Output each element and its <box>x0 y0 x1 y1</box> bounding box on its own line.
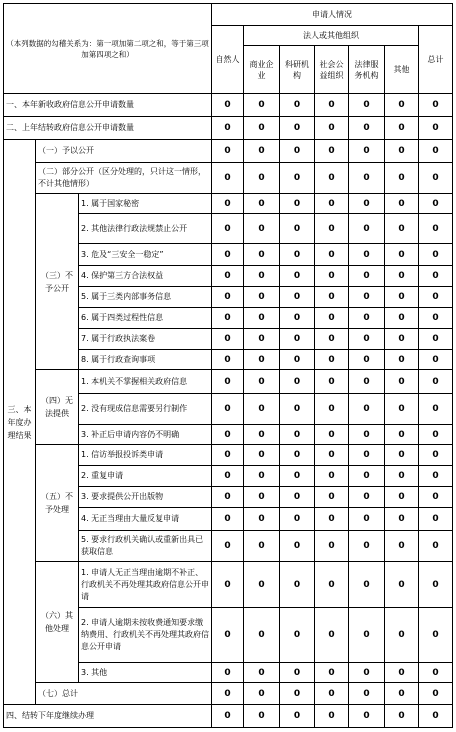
value-cell: 0 <box>244 683 280 705</box>
value-cell: 0 <box>315 140 349 163</box>
value-cell: 0 <box>280 350 315 370</box>
value-cell: 0 <box>212 562 244 608</box>
value-cell: 0 <box>349 287 385 308</box>
category-label-unable-to-provide: （四）无法提供 <box>36 370 79 445</box>
value-cell: 0 <box>244 163 280 194</box>
value-cell: 0 <box>419 370 453 394</box>
value-cell: 0 <box>212 266 244 287</box>
value-cell: 0 <box>419 608 453 663</box>
value-cell: 0 <box>419 445 453 466</box>
value-cell: 0 <box>280 562 315 608</box>
table-row <box>4 683 453 705</box>
value-cell: 0 <box>212 194 244 214</box>
value-cell: 0 <box>419 214 453 244</box>
value-cell: 0 <box>244 329 280 350</box>
value-cell: 0 <box>212 445 244 466</box>
value-cell: 0 <box>244 466 280 487</box>
applicant-situation-header: 申请人情况 <box>212 4 453 26</box>
value-cell: 0 <box>349 329 385 350</box>
header-row-1 <box>4 4 453 26</box>
value-cell: 0 <box>212 394 244 425</box>
value-cell: 0 <box>315 163 349 194</box>
value-cell: 0 <box>385 94 419 117</box>
value-cell: 0 <box>419 466 453 487</box>
value-cell: 0 <box>385 350 419 370</box>
value-cell: 0 <box>385 214 419 244</box>
value-cell: 0 <box>419 705 453 728</box>
value-cell: 0 <box>212 214 244 244</box>
table-row <box>4 94 453 117</box>
value-cell: 0 <box>315 466 349 487</box>
section-label-results: 三、本年度办理结果 <box>4 140 36 705</box>
value-cell: 0 <box>244 287 280 308</box>
value-cell: 0 <box>315 266 349 287</box>
value-cell: 0 <box>419 287 453 308</box>
value-cell: 0 <box>244 370 280 394</box>
value-cell: 0 <box>280 683 315 705</box>
value-cell: 0 <box>385 308 419 329</box>
value-cell: 0 <box>349 163 385 194</box>
value-cell: 0 <box>315 663 349 683</box>
value-cell: 0 <box>419 487 453 508</box>
value-cell: 0 <box>315 214 349 244</box>
value-cell: 0 <box>212 466 244 487</box>
value-cell: 0 <box>315 287 349 308</box>
value-cell: 0 <box>315 445 349 466</box>
value-cell: 0 <box>244 425 280 445</box>
value-cell: 0 <box>385 663 419 683</box>
table-row <box>4 194 453 214</box>
value-cell: 0 <box>280 608 315 663</box>
value-cell: 0 <box>385 244 419 266</box>
value-cell: 0 <box>385 445 419 466</box>
row-label-item: 2. 重复申请 <box>79 466 212 487</box>
value-cell: 0 <box>315 508 349 531</box>
value-cell: 0 <box>349 194 385 214</box>
table-row <box>4 370 453 394</box>
row-label-new-applications: 一、本年新收政府信息公开申请数量 <box>4 94 212 117</box>
row-label-subtotal: （七）总计 <box>36 683 212 705</box>
row-label-item: 4. 无正当理由大量反复申请 <box>79 508 212 531</box>
value-cell: 0 <box>419 140 453 163</box>
value-cell: 0 <box>280 394 315 425</box>
value-cell: 0 <box>385 683 419 705</box>
value-cell: 0 <box>349 705 385 728</box>
row-label-item: 3. 要求提供公开出版物 <box>79 487 212 508</box>
value-cell: 0 <box>349 266 385 287</box>
value-cell: 0 <box>315 94 349 117</box>
value-cell: 0 <box>315 705 349 728</box>
value-cell: 0 <box>212 531 244 562</box>
value-cell: 0 <box>280 487 315 508</box>
value-cell: 0 <box>212 329 244 350</box>
value-cell: 0 <box>212 425 244 445</box>
value-cell: 0 <box>280 663 315 683</box>
value-cell: 0 <box>280 163 315 194</box>
value-cell: 0 <box>244 705 280 728</box>
row-label-item: 2. 其他法律行政法规禁止公开 <box>79 214 212 244</box>
value-cell: 0 <box>349 350 385 370</box>
value-cell: 0 <box>244 117 280 140</box>
value-cell: 0 <box>315 487 349 508</box>
table-row <box>4 705 453 728</box>
value-cell: 0 <box>419 663 453 683</box>
row-label-item: 4. 保护第三方合法权益 <box>79 266 212 287</box>
value-cell: 0 <box>315 350 349 370</box>
value-cell: 0 <box>280 266 315 287</box>
value-cell: 0 <box>212 163 244 194</box>
category-label-not-processed: （五）不予处理 <box>36 445 79 562</box>
value-cell: 0 <box>315 531 349 562</box>
value-cell: 0 <box>280 287 315 308</box>
value-cell: 0 <box>349 487 385 508</box>
row-label-item: 8. 属于行政查询事项 <box>79 350 212 370</box>
value-cell: 0 <box>315 425 349 445</box>
category-label-other-handling: （六）其他处理 <box>36 562 79 683</box>
row-label-partially-disclosed: （二）部分公开（区分处理的，只计这一情形，不计其他情形） <box>36 163 212 194</box>
value-cell: 0 <box>349 394 385 425</box>
value-cell: 0 <box>419 117 453 140</box>
value-cell: 0 <box>419 94 453 117</box>
value-cell: 0 <box>244 445 280 466</box>
value-cell: 0 <box>244 608 280 663</box>
value-cell: 0 <box>244 308 280 329</box>
value-cell: 0 <box>244 214 280 244</box>
value-cell: 0 <box>349 683 385 705</box>
value-cell: 0 <box>349 508 385 531</box>
table-row <box>4 117 453 140</box>
value-cell: 0 <box>244 244 280 266</box>
value-cell: 0 <box>212 683 244 705</box>
value-cell: 0 <box>244 266 280 287</box>
row-label-item: 5. 属于三类内部事务信息 <box>79 287 212 308</box>
value-cell: 0 <box>385 562 419 608</box>
legal-service-header: 法律服务机构 <box>349 46 385 94</box>
row-label-item: 6. 属于四类过程性信息 <box>79 308 212 329</box>
value-cell: 0 <box>385 394 419 425</box>
value-cell: 0 <box>212 94 244 117</box>
value-cell: 0 <box>280 117 315 140</box>
gov-info-disclosure-table <box>3 3 453 728</box>
value-cell: 0 <box>315 608 349 663</box>
value-cell: 0 <box>315 370 349 394</box>
value-cell: 0 <box>315 194 349 214</box>
table-row <box>4 445 453 466</box>
row-label-carried-over: 二、上年结转政府信息公开申请数量 <box>4 117 212 140</box>
table-row <box>4 163 453 194</box>
row-label-item: 1. 申请人无正当理由逾期不补正、行政机关不再处理其政府信息公开申请 <box>79 562 212 608</box>
value-cell: 0 <box>212 663 244 683</box>
table-row <box>4 140 453 163</box>
value-cell: 0 <box>280 531 315 562</box>
value-cell: 0 <box>349 308 385 329</box>
value-cell: 0 <box>315 683 349 705</box>
row-label-item: 7. 属于行政执法案卷 <box>79 329 212 350</box>
value-cell: 0 <box>212 308 244 329</box>
value-cell: 0 <box>419 562 453 608</box>
value-cell: 0 <box>349 140 385 163</box>
value-cell: 0 <box>349 608 385 663</box>
value-cell: 0 <box>349 466 385 487</box>
value-cell: 0 <box>280 425 315 445</box>
value-cell: 0 <box>244 350 280 370</box>
value-cell: 0 <box>385 140 419 163</box>
value-cell: 0 <box>349 663 385 683</box>
value-cell: 0 <box>280 370 315 394</box>
value-cell: 0 <box>280 140 315 163</box>
value-cell: 0 <box>385 163 419 194</box>
row-label-item: 1. 信访举报投诉类申请 <box>79 445 212 466</box>
research-header: 科研机构 <box>280 46 315 94</box>
value-cell: 0 <box>244 94 280 117</box>
value-cell: 0 <box>280 94 315 117</box>
value-cell: 0 <box>244 663 280 683</box>
value-cell: 0 <box>315 329 349 350</box>
value-cell: 0 <box>212 487 244 508</box>
value-cell: 0 <box>280 466 315 487</box>
value-cell: 0 <box>244 140 280 163</box>
value-cell: 0 <box>385 487 419 508</box>
value-cell: 0 <box>315 394 349 425</box>
value-cell: 0 <box>419 683 453 705</box>
value-cell: 0 <box>315 117 349 140</box>
value-cell: 0 <box>419 425 453 445</box>
value-cell: 0 <box>419 508 453 531</box>
value-cell: 0 <box>385 194 419 214</box>
value-cell: 0 <box>349 94 385 117</box>
value-cell: 0 <box>212 608 244 663</box>
row-label-item: 2. 申请人逾期未按收费通知要求缴纳费用、行政机关不再处理其政府信息公开申请 <box>79 608 212 663</box>
value-cell: 0 <box>349 370 385 394</box>
value-cell: 0 <box>315 244 349 266</box>
value-cell: 0 <box>385 117 419 140</box>
value-cell: 0 <box>315 308 349 329</box>
value-cell: 0 <box>419 350 453 370</box>
value-cell: 0 <box>349 445 385 466</box>
value-cell: 0 <box>419 163 453 194</box>
value-cell: 0 <box>212 350 244 370</box>
value-cell: 0 <box>419 308 453 329</box>
value-cell: 0 <box>385 266 419 287</box>
value-cell: 0 <box>212 140 244 163</box>
value-cell: 0 <box>212 508 244 531</box>
social-welfare-header: 社会公益组织 <box>315 46 349 94</box>
value-cell: 0 <box>244 487 280 508</box>
value-cell: 0 <box>212 705 244 728</box>
value-cell: 0 <box>280 508 315 531</box>
value-cell: 0 <box>280 705 315 728</box>
note-cell: （本列数据的勾稽关系为：第一项加第二项之和，等于第三项加第四项之和） <box>4 4 212 94</box>
value-cell: 0 <box>280 308 315 329</box>
value-cell: 0 <box>212 287 244 308</box>
value-cell: 0 <box>280 445 315 466</box>
value-cell: 0 <box>280 329 315 350</box>
value-cell: 0 <box>349 214 385 244</box>
row-label-item: 3. 其他 <box>79 663 212 683</box>
row-label-carry-forward: 四、结转下年度继续办理 <box>4 705 212 728</box>
value-cell: 0 <box>349 531 385 562</box>
value-cell: 0 <box>349 425 385 445</box>
row-label-item: 3. 补正后申请内容仍不明确 <box>79 425 212 445</box>
value-cell: 0 <box>349 244 385 266</box>
value-cell: 0 <box>385 705 419 728</box>
value-cell: 0 <box>419 531 453 562</box>
table-row <box>4 562 453 608</box>
value-cell: 0 <box>385 508 419 531</box>
value-cell: 0 <box>349 117 385 140</box>
value-cell: 0 <box>419 394 453 425</box>
value-cell: 0 <box>419 244 453 266</box>
value-cell: 0 <box>385 287 419 308</box>
value-cell: 0 <box>385 329 419 350</box>
value-cell: 0 <box>280 194 315 214</box>
value-cell: 0 <box>244 508 280 531</box>
value-cell: 0 <box>212 244 244 266</box>
value-cell: 0 <box>244 394 280 425</box>
category-label-not-disclosed: （三）不予公开 <box>36 194 79 370</box>
value-cell: 0 <box>212 370 244 394</box>
commercial-header: 商业企业 <box>244 46 280 94</box>
value-cell: 0 <box>315 562 349 608</box>
value-cell: 0 <box>385 425 419 445</box>
value-cell: 0 <box>212 117 244 140</box>
value-cell: 0 <box>385 608 419 663</box>
table-body <box>4 4 453 728</box>
natural-person-header: 自然人 <box>212 26 244 94</box>
value-cell: 0 <box>244 562 280 608</box>
value-cell: 0 <box>385 466 419 487</box>
row-label-item: 2. 没有现成信息需要另行制作 <box>79 394 212 425</box>
value-cell: 0 <box>280 244 315 266</box>
value-cell: 0 <box>244 194 280 214</box>
value-cell: 0 <box>419 266 453 287</box>
value-cell: 0 <box>385 531 419 562</box>
legal-org-header: 法人或其他组织 <box>244 26 419 46</box>
value-cell: 0 <box>280 214 315 244</box>
row-label-disclosed: （一）予以公开 <box>36 140 212 163</box>
value-cell: 0 <box>385 370 419 394</box>
row-label-item: 5. 要求行政机关确认或重新出具已获取信息 <box>79 531 212 562</box>
value-cell: 0 <box>244 531 280 562</box>
total-header: 总计 <box>419 26 453 94</box>
row-label-item: 3. 危及“三安全一稳定” <box>79 244 212 266</box>
value-cell: 0 <box>419 329 453 350</box>
report-table-wrapper <box>3 3 453 728</box>
value-cell: 0 <box>419 194 453 214</box>
row-label-item: 1. 属于国家秘密 <box>79 194 212 214</box>
other-header: 其他 <box>385 46 419 94</box>
row-label-item: 1. 本机关不掌握相关政府信息 <box>79 370 212 394</box>
value-cell: 0 <box>349 562 385 608</box>
